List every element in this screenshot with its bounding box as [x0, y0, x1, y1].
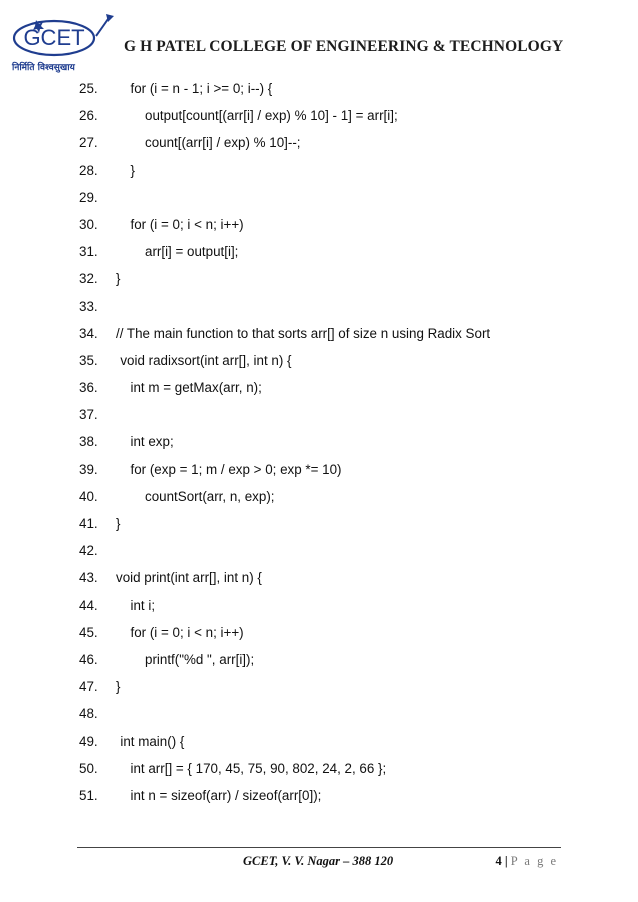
line-number: 25.: [79, 81, 98, 96]
code-text: for (exp = 1; m / exp > 0; exp *= 10): [130, 461, 342, 477]
code-text: int main() {: [120, 733, 185, 749]
line-number: 39.: [79, 461, 98, 477]
code-text: int arr[] = { 170, 45, 75, 90, 802, 24, 2, 66 };: [130, 760, 387, 776]
code-text: count[(arr[i] / exp) % 10]--;: [145, 135, 301, 151]
code-text: int m = getMax(arr, n);: [130, 380, 262, 396]
code-line: [0, 734, 638, 761]
code-line: [0, 598, 638, 625]
line-number: 47.: [79, 679, 98, 695]
line-number: 28.: [79, 162, 98, 178]
code-text: }: [116, 516, 121, 531]
code-text: printf("%d ", arr[i]);: [145, 651, 255, 667]
code-line: [0, 407, 638, 434]
code-line: [0, 299, 638, 326]
line-number: 29.: [79, 189, 98, 205]
code-text: arr[i] = output[i];: [145, 244, 239, 260]
code-text: countSort(arr, n, exp);: [145, 488, 275, 504]
code-line: [0, 81, 638, 108]
code-line: [0, 108, 638, 135]
code-line: [0, 326, 638, 353]
line-number: 37.: [79, 407, 98, 423]
code-line: [0, 434, 638, 461]
line-number: 35.: [79, 352, 98, 368]
code-line: [0, 516, 638, 543]
page-header: [0, 0, 638, 80]
code-line: [0, 462, 638, 489]
code-text: }: [116, 271, 121, 287]
code-line: [0, 679, 638, 706]
code-line: [0, 380, 638, 407]
code-line: [0, 788, 638, 815]
line-number: 34.: [79, 325, 98, 341]
line-number: 46.: [79, 651, 98, 667]
line-number: 32.: [79, 271, 98, 287]
line-number: 49.: [79, 733, 98, 749]
gcet-logo: [10, 14, 114, 74]
code-text: int exp;: [130, 434, 174, 450]
code-line: [0, 543, 638, 570]
line-number: 51.: [79, 787, 98, 803]
code-line: [0, 570, 638, 597]
code-text: for (i = 0; i < n; i++): [130, 216, 244, 232]
code-text: for (i = n - 1; i >= 0; i--) {: [130, 81, 273, 96]
code-line: [0, 652, 638, 679]
code-line: [0, 135, 638, 162]
line-number: 31.: [79, 244, 98, 260]
code-text: for (i = 0; i < n; i++): [130, 624, 244, 640]
line-number: 40.: [79, 488, 98, 504]
code-text: output[count[(arr[i] / exp) % 10] - 1] = arr[i];: [145, 108, 398, 124]
code-text: int n = sizeof(arr) / sizeof(arr[0]);: [130, 787, 322, 803]
logo-tagline: निर्मिति विश्वसुखाय: [12, 63, 75, 73]
line-number: 50.: [79, 760, 98, 776]
code-text: int i;: [130, 597, 156, 613]
code-text: }: [116, 679, 121, 695]
code-listing: [0, 81, 638, 815]
line-number: 42.: [79, 543, 98, 559]
code-line: [0, 271, 638, 298]
college-name: G H PATEL COLLEGE OF ENGINEERING & TECHNOLOGY: [124, 38, 564, 55]
line-number: 38.: [79, 434, 98, 450]
line-number: 26.: [79, 108, 98, 124]
code-text: // The main function to that sorts arr[] of size n using Radix Sort: [116, 325, 491, 341]
page-separator: |: [504, 854, 508, 868]
line-number: 33.: [79, 298, 98, 314]
line-number: 30.: [79, 216, 98, 232]
code-line: [0, 706, 638, 733]
code-line: [0, 761, 638, 788]
line-number: 44.: [79, 597, 98, 613]
footer-divider: [77, 847, 561, 848]
code-line: [0, 190, 638, 217]
page-word: P a g e: [510, 854, 558, 868]
logo-text: GCET: [23, 25, 85, 50]
code-line: [0, 353, 638, 380]
code-line: [0, 489, 638, 516]
code-line: [0, 244, 638, 271]
line-number: 36.: [79, 380, 98, 396]
line-number: 27.: [79, 135, 98, 151]
code-text: }: [130, 162, 135, 178]
footer-page-label: [496, 854, 558, 869]
line-number: 45.: [79, 624, 98, 640]
code-text: void radixsort(int arr[], int n) {: [120, 352, 292, 368]
line-number: 41.: [79, 516, 98, 531]
gcet-logo-icon: [10, 14, 114, 60]
code-text: void print(int arr[], int n) {: [116, 570, 262, 586]
code-line: [0, 163, 638, 190]
line-number: 43.: [79, 570, 98, 586]
code-line: [0, 217, 638, 244]
code-line: [0, 625, 638, 652]
page-number: 4: [495, 854, 502, 868]
line-number: 48.: [79, 706, 98, 722]
footer-address: GCET, V. V. Nagar – 388 120: [243, 854, 394, 868]
